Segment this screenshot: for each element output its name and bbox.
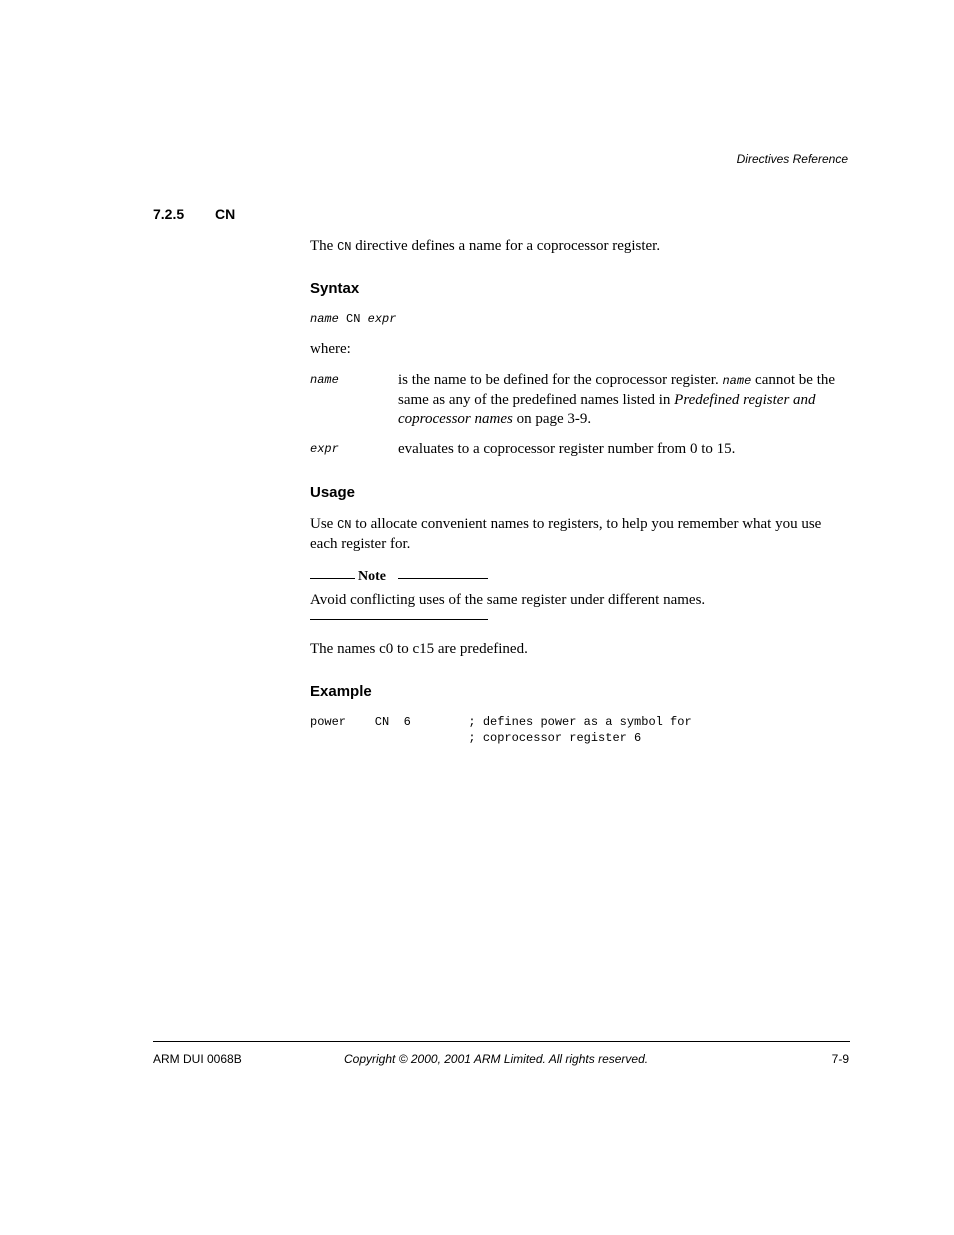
section-number: 7.2.5	[153, 206, 185, 222]
usage-code: CN	[337, 518, 352, 532]
param-desc-name	[398, 371, 850, 429]
param-desc-mid: cannot be the same as any of the predefined names listed in	[398, 372, 836, 408]
param-desc-expr: evaluates to a coprocessor register number from 0 to 15.	[398, 441, 736, 457]
syntax-arg-name: name	[310, 312, 339, 326]
section-title: CN	[215, 206, 236, 222]
param-term-expr: expr	[310, 442, 339, 456]
note-text: Avoid conflicting uses of the same register under different names.	[310, 592, 706, 608]
note-rule-bottom	[310, 619, 488, 620]
usage-post: to allocate convenient names to registers, to help you remember what you use each register for.	[310, 516, 822, 552]
param-desc-pre: is the name to be defined for the coprocessor register.	[398, 372, 723, 388]
syntax-arg-expr: expr	[367, 312, 397, 326]
intro-pre: The	[310, 238, 338, 254]
footer-copyright: Copyright © 2000, 2001 ARM Limited. All rights reserved.	[344, 1052, 649, 1066]
example-heading: Example	[310, 683, 372, 700]
param-term-name: name	[310, 373, 339, 387]
footer-doc-id: ARM DUI 0068B	[153, 1052, 242, 1066]
syntax-keyword: CN	[346, 312, 361, 326]
usage-pre: Use	[310, 516, 338, 532]
note-rule-right	[398, 578, 488, 579]
intro-paragraph	[310, 237, 850, 257]
where-label: where:	[310, 341, 351, 357]
footer-rule	[153, 1041, 850, 1042]
example-code-line-1: power CN 6 ; defines power as a symbol for	[310, 715, 692, 729]
running-head: Directives Reference	[736, 152, 848, 166]
footer-page-number: 7-9	[831, 1052, 849, 1066]
usage-paragraph	[310, 515, 850, 554]
intro-code: CN	[337, 240, 352, 254]
cross-reference-link[interactable]: Predefined register and coprocessor names	[398, 392, 816, 427]
syntax-heading: Syntax	[310, 280, 360, 297]
param-desc-code: name	[722, 374, 752, 388]
param-desc-post: on page 3-9.	[512, 411, 592, 427]
predefined-paragraph: The names c0 to c15 are predefined.	[310, 641, 528, 657]
usage-heading: Usage	[310, 484, 356, 501]
syntax-line	[310, 312, 396, 326]
example-code-line-2: ; coprocessor register 6	[310, 731, 642, 745]
intro-post: directive defines a name for a coprocessor register.	[351, 238, 661, 254]
note-label: Note	[358, 569, 386, 584]
note-rule-left	[310, 578, 355, 579]
